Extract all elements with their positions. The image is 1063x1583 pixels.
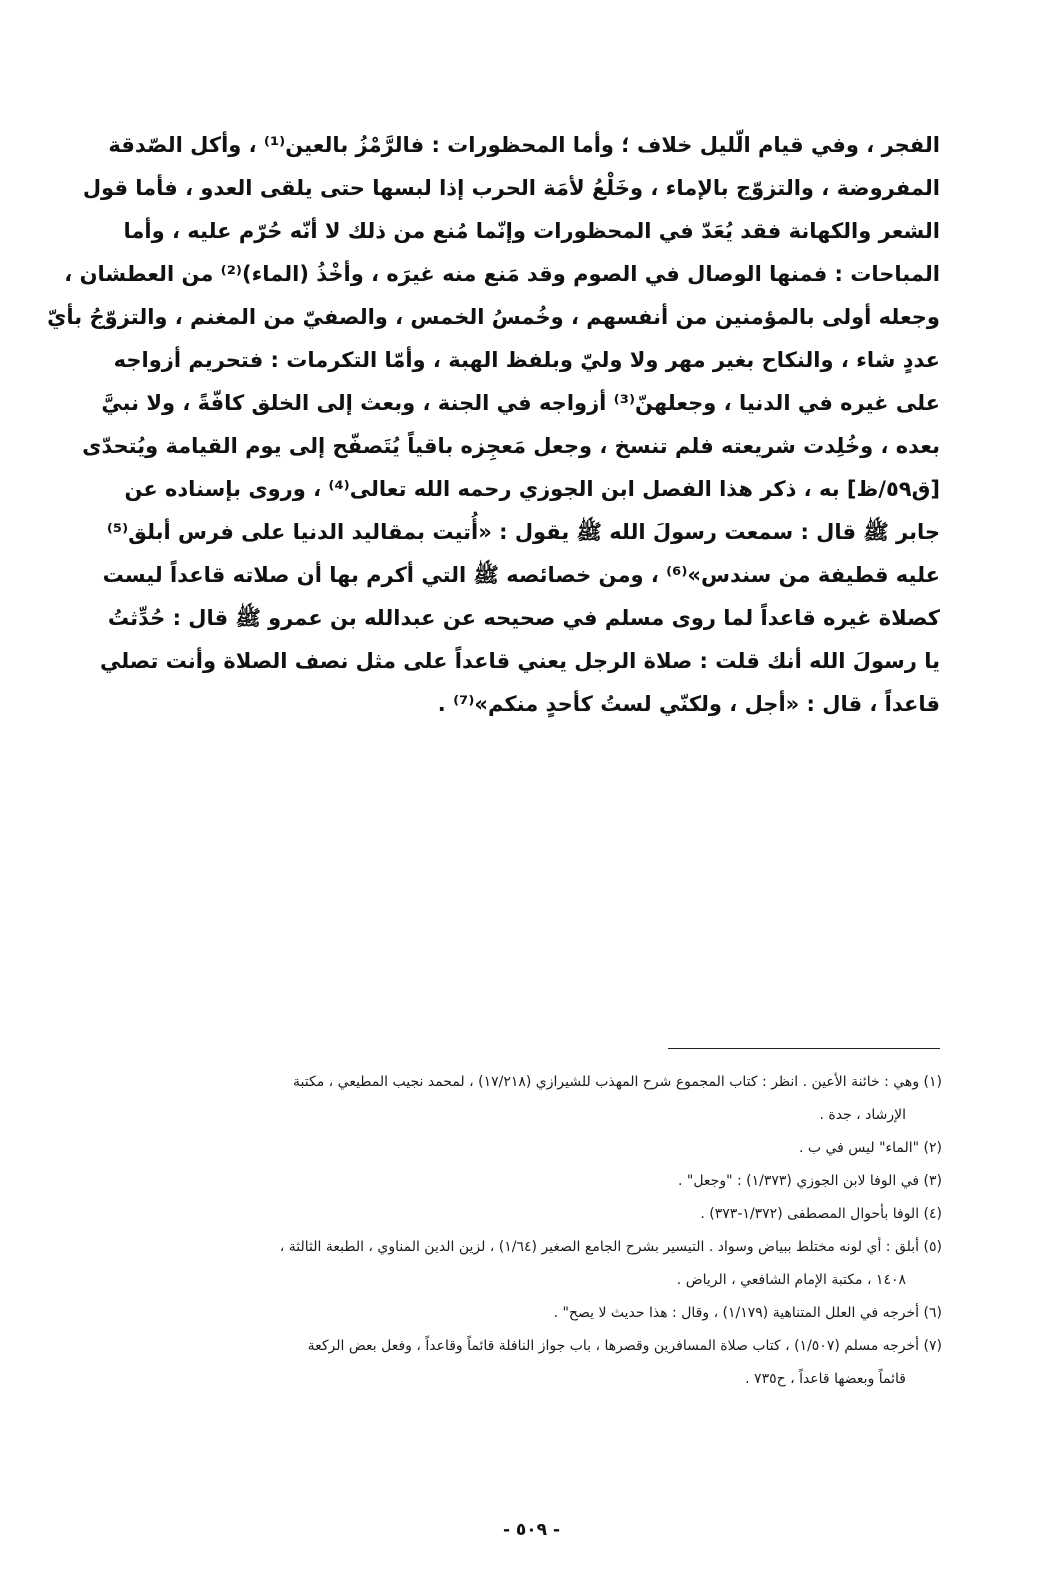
body-line: المفروضة ، والتزوّج بالإماء ، وخَلْعُ لأمَة الحرب إذا لبسها حتى يلقى العدو ، فأما قول <box>82 176 940 200</box>
footnote-line: (٦) أخرجه في العلل المتناهية (١/١٧٩) ، وقال : هذا حديث لا يصح" . <box>553 1305 942 1321</box>
body-line: بعده ، وخُلِدت شريعته فلم تنسخ ، وجعل مَعجِزه باقياً يُتَصفّح إلى يوم القيامة ويُتحدّى <box>82 434 940 458</box>
page-number: - ٥٠٩ - <box>502 1520 561 1540</box>
body-line: الفجر ، وفي قيام الّليل خلاف ؛ وأما المحظورات : فالرَّمْزُ بالعين⁽¹⁾ ، وأكل الصّدقة <box>108 133 940 157</box>
body-line: وجعله أولى بالمؤمنين من أنفسهم ، وخُمسُ الخمس ، والصفيّ من المغنم ، والتزوّجُ بأيّ <box>47 305 940 329</box>
body-line: [ق٥٩/ظ] به ، ذكر هذا الفصل ابن الجوزي رحمه الله تعالى⁽⁴⁾ ، وروى بإسناده عن <box>124 477 940 501</box>
footnotes-block <box>130 1066 942 1396</box>
body-line: المباحات : فمنها الوصال في الصوم وقد مَنع منه غيرَه ، وأخْذُ (الماء)⁽²⁾ من العطشان ، <box>64 262 940 286</box>
body-line: يا رسولَ الله أنك قلت : صلاة الرجل يعني قاعداً على مثل نصف الصلاة وأنت تصلي <box>99 649 940 673</box>
body-line: عددٍ شاء ، والنكاح بغير مهر ولا وليّ وبلفظ الهبة ، وأمّا التكرمات : فتحريم أزواجه <box>113 348 940 372</box>
footnote-line: (٢) "الماء" ليس في ب . <box>798 1140 942 1156</box>
footnote-line: (٤) الوفا بأحوال المصطفى (١/٣٧٢-٣٧٣) . <box>700 1206 942 1222</box>
body-line: على غيره في الدنيا ، وجعلهنّ⁽³⁾ أزواجه في الجنة ، وبعث إلى الخلق كافّةً ، ولا نبيَّ <box>101 391 940 415</box>
footnote-line: (٥) أبلق : أي لونه مختلط ببياض وسواد . التيسير بشرح الجامع الصغير (١/٦٤) ، لزين الدين المناوي ، الطبعة الثالثة ، <box>279 1239 942 1255</box>
body-line: قاعداً ، قال : «أجل ، ولكنّي لستُ كأحدٍ منكم»⁽⁷⁾ . <box>437 692 940 716</box>
body-line: جابر ﷺ قال : سمعت رسولَ الله ﷺ يقول : «أُتيت بمقاليد الدنيا على فرس أبلق⁽⁵⁾ <box>106 520 940 544</box>
footnote-line: (١) وهي : خائنة الأعين . انظر : كتاب المجموع شرح المهذب للشيرازي (١٧/٢١٨) ، لمحمد نجيب المطيعي ، مكتبة <box>293 1074 942 1090</box>
body-line: كصلاة غيره قاعداً لما روى مسلم في صحيحه عن عبدالله بن عمرو ﷺ قال : حُدِّثتُ <box>107 606 940 630</box>
footnote-line: (٣) في الوفا لابن الجوزي (١/٣٧٣) : "وجعل" . <box>677 1173 942 1189</box>
footnote-line: (٧) أخرجه مسلم (١/٥٠٧) ، كتاب صلاة المسافرين وقصرها ، باب جواز النافلة قائماً وقاعداً ، وفعل بعض الركعة <box>307 1338 942 1354</box>
body-line: الشعر والكهانة فقد يُعَدّ في المحظورات وإنّما مُنع من ذلك لا أنّه حُرّم عليه ، وأما <box>123 219 940 243</box>
footnote-line: الإرشاد ، جدة . <box>819 1107 906 1123</box>
footnote-separator <box>668 1048 940 1049</box>
main-text-block <box>47 124 940 726</box>
footnote-line: قائماً وبعضها قاعداً ، ح٧٣٥ . <box>745 1371 906 1387</box>
body-line: عليه قطيفة من سندس»⁽⁶⁾ ، ومن خصائصه ﷺ التي أكرم بها أن صلاته قاعداً ليست <box>102 563 940 587</box>
footnote-line: ١٤٠٨ ، مكتبة الإمام الشافعي ، الرياض . <box>676 1272 906 1288</box>
